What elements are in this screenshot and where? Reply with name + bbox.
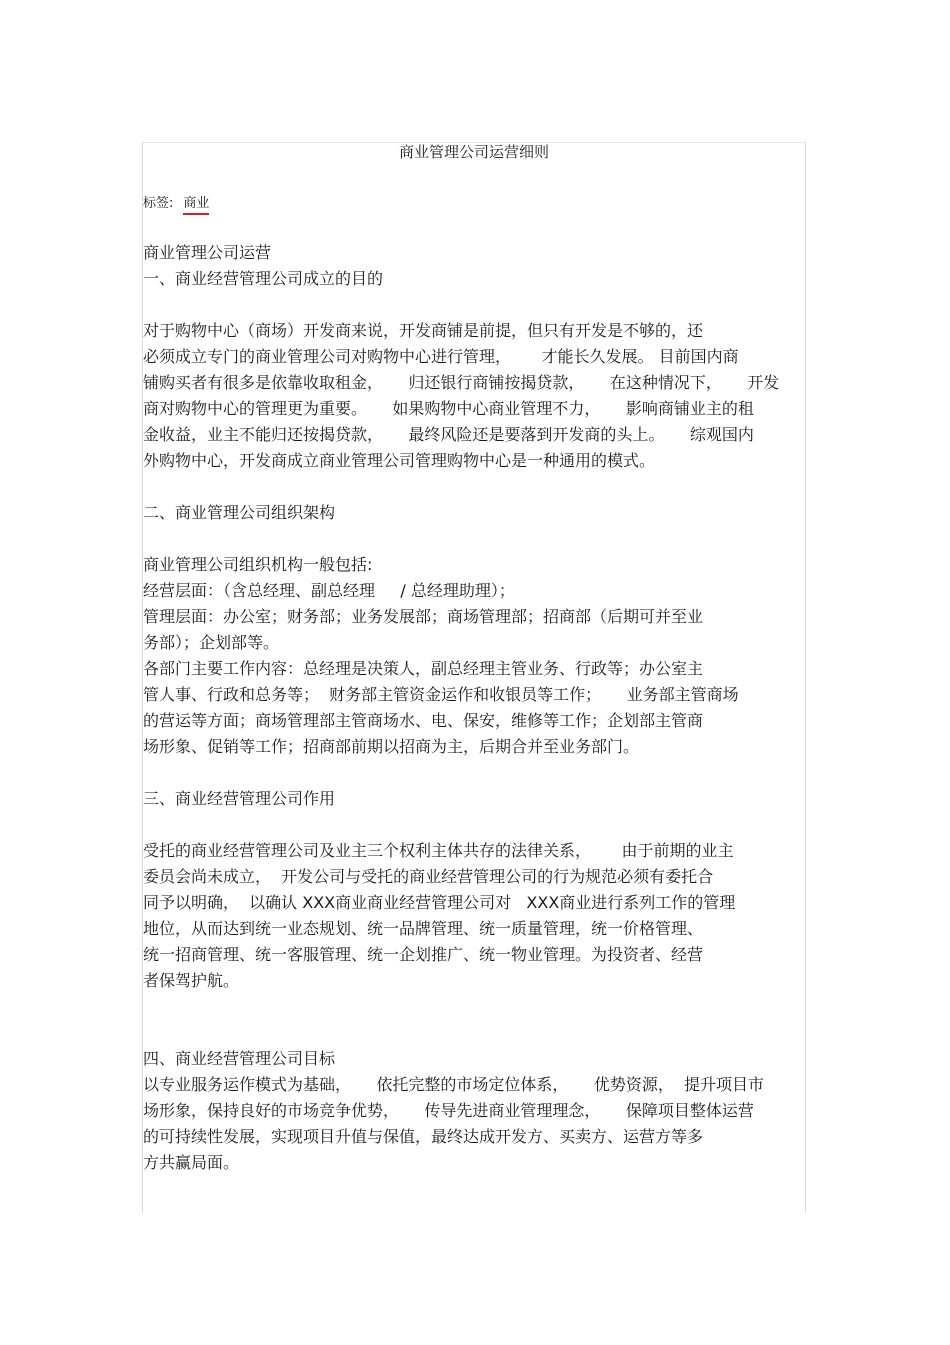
section-4-paragraph bbox=[143, 1072, 805, 1176]
paragraph-line: 委员会尚未成立， 开发公司与受托的商业经营管理公司的行为规范必须有委托合 bbox=[143, 867, 714, 886]
paragraph-line: 同予以明确， 以确认 XXX商业商业经营管理公司对 XXX商业进行系列工作的管理 bbox=[143, 893, 736, 912]
paragraph-line: 方共赢局面。 bbox=[143, 1153, 240, 1172]
paragraph-line: 地位，从而达到统一业态规划、统一品牌管理、统一质量管理，统一价格管理、 bbox=[143, 919, 704, 938]
section-1-paragraph bbox=[143, 318, 805, 474]
document-title: 商业管理公司运营细则 bbox=[398, 143, 549, 161]
paragraph-line: 对于购物中心（商场）开发商来说，开发商铺是前提，但只有开发是不够的，还 bbox=[143, 321, 704, 340]
section-3-paragraph bbox=[143, 838, 805, 994]
paragraph-line: 的营运等方面；商场管理部主管商场水、电、保安，维修等工作；企划部主管商 bbox=[143, 711, 704, 730]
paragraph-line: 必须成立专门的商业管理公司对购物中心进行管理， 才能长久发展。 目前国内商 bbox=[143, 347, 739, 366]
paragraph-line: 的可持续性发展，实现项目升值与保值，最终达成开发方、买卖方、运营方等多 bbox=[143, 1127, 704, 1146]
main-heading: 商业管理公司运营 bbox=[143, 243, 272, 262]
paragraph-line: 以专业服务运作模式为基础， 依托完整的市场定位体系， 优势资源， 提升项目市 bbox=[143, 1075, 765, 1094]
tag-row bbox=[143, 194, 209, 214]
paragraph-line: 商业管理公司组织机构一般包括: bbox=[143, 555, 373, 574]
tag-link[interactable]: 商业 bbox=[183, 196, 209, 215]
paragraph-line: 场形象，保持良好的市场竞争优势， 传导先进商业管理理念， 保障项目整体运营 bbox=[143, 1101, 754, 1120]
paragraph-line: 务部）；企划部等。 bbox=[143, 633, 280, 652]
paragraph-line: 商对购物中心的管理更为重要。 如果购物中心商业管理不力， 影响商铺业主的租 bbox=[143, 399, 754, 418]
paragraph-line: 管理层面：办公室；财务部；业务发展部；商场管理部；招商部（后期可并至业 bbox=[143, 607, 704, 626]
section-4-heading: 四、商业经营管理公司目标 bbox=[143, 1049, 336, 1068]
paragraph-line: 场形象、促销等工作；招商部前期以招商为主，后期合并至业务部门。 bbox=[143, 737, 640, 756]
paragraph-line: 受托的商业经营管理公司及业主三个权利主体共存的法律关系， 由于前期的业主 bbox=[143, 841, 734, 860]
paragraph-line: 统一招商管理、统一客服管理、统一企划推广、统一物业管理。为投资者、经营 bbox=[143, 945, 704, 964]
paragraph-line: 各部门主要工作内容：总经理是决策人，副总经理主管业务、行政等；办公室主 bbox=[143, 659, 704, 678]
document-body bbox=[143, 240, 805, 1176]
paragraph-line: 者保驾护航。 bbox=[143, 971, 240, 990]
paragraph-line: 铺购买者有很多是依靠收取租金， 归还银行商铺按揭贷款， 在这种情况下， 开发 bbox=[143, 373, 780, 392]
section-2-heading: 二、商业管理公司组织架构 bbox=[143, 503, 336, 522]
paragraph-line: 经营层面：（含总经理、副总经理 / 总经理助理）； bbox=[143, 581, 515, 600]
section-3-heading: 三、商业经营管理公司作用 bbox=[143, 789, 336, 808]
section-1-heading: 一、商业经营管理公司成立的目的 bbox=[143, 269, 384, 288]
paragraph-line: 管人事、行政和总务等； 财务部主管资金运作和收银员等工作； 业务部主管商场 bbox=[143, 685, 739, 704]
paragraph-line: 外购物中心，开发商成立商业管理公司管理购物中心是一种通用的模式。 bbox=[143, 451, 656, 470]
paragraph-line: 金收益，业主不能归还按揭贷款， 最终风险还是要落到开发商的头上。 综观国内 bbox=[143, 425, 754, 444]
section-2-paragraph bbox=[143, 552, 805, 760]
tag-label: 标签: bbox=[143, 196, 174, 211]
